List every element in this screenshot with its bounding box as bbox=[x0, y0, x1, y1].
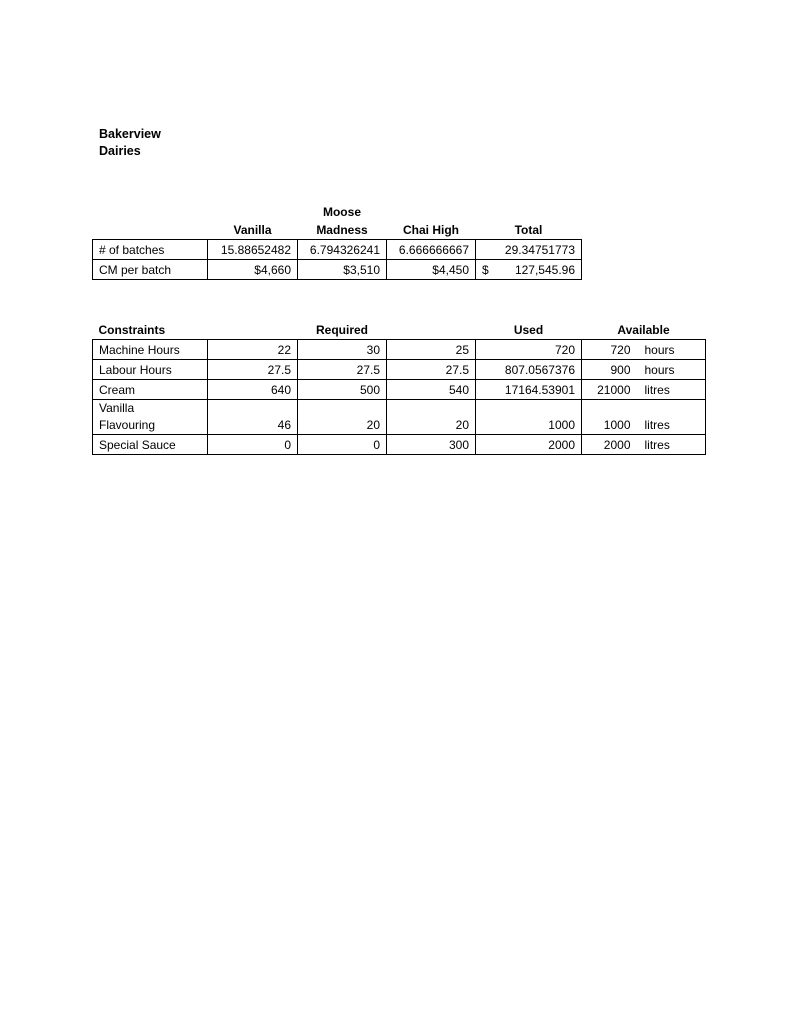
row-label-line1: Vanilla bbox=[99, 401, 135, 415]
cell-chai[interactable]: 20 bbox=[387, 400, 476, 435]
cell-moose[interactable]: $3,510 bbox=[298, 260, 387, 280]
header-moose-line1: Moose bbox=[322, 205, 361, 219]
cell-moose[interactable]: 0 bbox=[298, 435, 387, 455]
table-row bbox=[93, 360, 706, 380]
cell-chai[interactable]: 540 bbox=[387, 380, 476, 400]
cell-used[interactable]: 17164.53901 bbox=[476, 380, 582, 400]
cell-vanilla[interactable]: 46 bbox=[208, 400, 298, 435]
currency-value: 127,545.96 bbox=[514, 262, 575, 277]
header-used: Used bbox=[476, 321, 582, 340]
cell-unit[interactable]: litres bbox=[637, 435, 706, 455]
header-empty bbox=[208, 321, 298, 340]
header-empty bbox=[208, 203, 298, 221]
cell-unit[interactable]: litres bbox=[637, 400, 706, 435]
header-empty bbox=[93, 203, 208, 221]
cell-vanilla[interactable]: 27.5 bbox=[208, 360, 298, 380]
header-moose-line2: Madness bbox=[316, 223, 368, 237]
row-label[interactable]: Labour Hours bbox=[93, 360, 208, 380]
row-label-line2: Flavouring bbox=[99, 418, 156, 432]
header-empty bbox=[387, 203, 476, 221]
cell-moose[interactable]: 6.794326241 bbox=[298, 240, 387, 260]
row-label[interactable] bbox=[93, 400, 208, 435]
cell-unit[interactable]: hours bbox=[637, 340, 706, 360]
header-empty bbox=[387, 321, 476, 340]
cell-vanilla[interactable]: $4,660 bbox=[208, 260, 298, 280]
cell-used[interactable]: 2000 bbox=[476, 435, 582, 455]
cell-available[interactable]: 1000 bbox=[582, 400, 637, 435]
row-label[interactable]: # of batches bbox=[93, 240, 208, 260]
cell-chai[interactable]: $4,450 bbox=[387, 260, 476, 280]
cell-chai[interactable]: 300 bbox=[387, 435, 476, 455]
row-label[interactable]: CM per batch bbox=[93, 260, 208, 280]
cell-total[interactable]: 29.34751773 bbox=[476, 240, 582, 260]
header-available: Available bbox=[582, 321, 706, 340]
table-row bbox=[93, 380, 706, 400]
constraints-table bbox=[92, 321, 706, 455]
header-constraints: Constraints bbox=[93, 321, 208, 340]
cell-available[interactable]: 900 bbox=[582, 360, 637, 380]
table-row bbox=[93, 260, 582, 280]
table-row bbox=[93, 240, 582, 260]
cell-moose[interactable]: 500 bbox=[298, 380, 387, 400]
summary-table bbox=[92, 203, 582, 280]
header-empty bbox=[93, 221, 208, 240]
cell-unit[interactable]: hours bbox=[637, 360, 706, 380]
row-label[interactable]: Machine Hours bbox=[93, 340, 208, 360]
cell-vanilla[interactable]: 22 bbox=[208, 340, 298, 360]
row-label[interactable]: Cream bbox=[93, 380, 208, 400]
cell-moose[interactable]: 20 bbox=[298, 400, 387, 435]
header-empty bbox=[476, 203, 582, 221]
table-row bbox=[93, 340, 706, 360]
table-row bbox=[93, 435, 706, 455]
cell-available[interactable]: 2000 bbox=[582, 435, 637, 455]
header-required: Required bbox=[298, 321, 387, 340]
company-name-line2: Dairies bbox=[99, 144, 141, 158]
cell-vanilla[interactable]: 0 bbox=[208, 435, 298, 455]
cell-chai[interactable]: 25 bbox=[387, 340, 476, 360]
row-label[interactable]: Special Sauce bbox=[93, 435, 208, 455]
cell-available[interactable]: 21000 bbox=[582, 380, 637, 400]
cell-available[interactable]: 720 bbox=[582, 340, 637, 360]
cell-vanilla[interactable]: 15.88652482 bbox=[208, 240, 298, 260]
cell-vanilla[interactable]: 640 bbox=[208, 380, 298, 400]
cell-total[interactable] bbox=[476, 260, 582, 280]
header-total: Total bbox=[514, 223, 543, 237]
currency-symbol: $ bbox=[482, 262, 489, 277]
cell-moose[interactable]: 30 bbox=[298, 340, 387, 360]
cell-used[interactable]: 807.0567376 bbox=[476, 360, 582, 380]
header-vanilla: Vanilla bbox=[233, 223, 272, 237]
cell-unit[interactable]: litres bbox=[637, 380, 706, 400]
company-name-line1: Bakerview bbox=[99, 127, 161, 141]
cell-used[interactable]: 1000 bbox=[476, 400, 582, 435]
table-row bbox=[93, 400, 706, 435]
cell-moose[interactable]: 27.5 bbox=[298, 360, 387, 380]
header-chai-high: Chai High bbox=[403, 223, 459, 237]
cell-chai[interactable]: 27.5 bbox=[387, 360, 476, 380]
cell-chai[interactable]: 6.666666667 bbox=[387, 240, 476, 260]
cell-used[interactable]: 720 bbox=[476, 340, 582, 360]
